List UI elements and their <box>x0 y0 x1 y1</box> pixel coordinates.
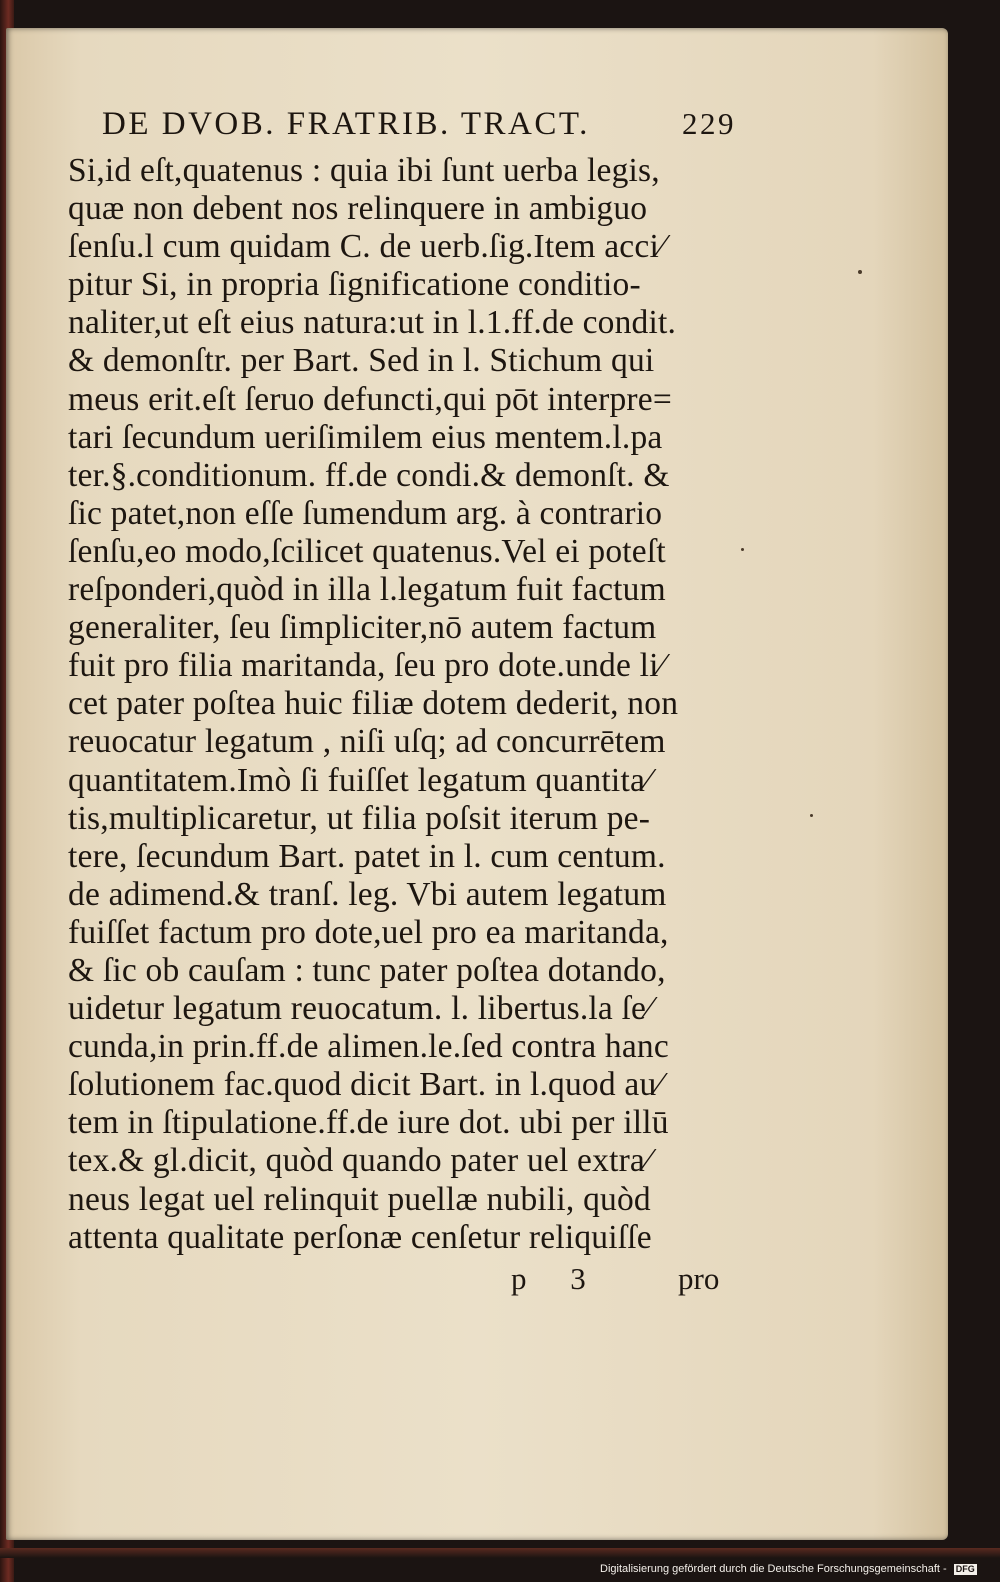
text-line: attenta qualitate perſonæ cenſetur reliquiſſe <box>68 1218 652 1256</box>
text-line: tari ſecundum ueriſimilem eius mentem.l.pa <box>68 418 663 456</box>
text-line: de adimend.& tranſ. leg. Vbi autem legatum <box>68 875 667 913</box>
page-text-block <box>68 106 748 1301</box>
digitization-credit <box>600 1563 980 1579</box>
text-line: tis,multiplicaretur, ut filia poſsit iterum pe- <box>68 799 651 837</box>
text-line: ſenſu.l cum quidam C. de uerb.ſig.Item acci⁄ <box>68 228 665 266</box>
page-number: 229 <box>682 106 736 141</box>
text-line: ſic patet,non eſſe ſumendum arg. à contrario <box>68 494 663 532</box>
text-line: generaliter, ſeu ſimpliciter,nō autem factum <box>68 609 657 647</box>
text-line: cunda,in prin.ff.de alimen.le.ſed contra hanc <box>68 1028 669 1066</box>
page-bottom-edge <box>0 1548 1000 1558</box>
text-line: ter.§.conditionum. ff.de condi.& demonſt. & <box>68 456 670 494</box>
text-line: reuocatur legatum , niſi uſq; ad concurrētem <box>68 723 666 761</box>
body-text <box>68 152 748 1257</box>
catchword: pro <box>678 1260 720 1296</box>
page-footer <box>68 1261 748 1301</box>
text-line: quæ non debent nos relinquere in ambiguo <box>68 190 648 228</box>
running-title: DE DVOB. FRATRIB. TRACT. <box>102 106 590 142</box>
text-line: neus legat uel relinquit puellæ nubili, quòd <box>68 1180 651 1218</box>
text-line: & ſic ob cauſam : tunc pater poſtea dotando, <box>68 951 666 989</box>
credit-text: Digitalisierung gefördert durch die Deutsche Forschungsgemeinschaft - <box>600 1563 947 1575</box>
text-line: quantitatem.Imò ſi fuiſſet legatum quantita⁄ <box>68 761 651 799</box>
page-header <box>68 106 748 146</box>
text-line: uidetur legatum reuocatum. l. libertus.la ſe⁄ <box>68 990 652 1028</box>
text-line: pitur Si, in propria ſignificatione conditio- <box>68 266 641 304</box>
paper-speck <box>810 814 813 817</box>
text-line: meus erit.eſt ſeruo defuncti,qui pōt interpre= <box>68 380 672 418</box>
signature-mark: p 3 <box>511 1260 604 1296</box>
text-line: ſenſu,eo modo,ſcilicet quatenus.Vel ei poteſt <box>68 532 666 570</box>
dfg-logo-icon: DFG <box>955 1564 975 1574</box>
text-line: reſponderi,quòd in illa l.legatum fuit factum <box>68 571 666 609</box>
text-line: fuiſſet factum pro dote,uel pro ea maritanda, <box>68 913 669 951</box>
text-line: cet pater poſtea huic filiæ dotem dederit, non <box>68 685 679 723</box>
text-line: fuit pro filia maritanda, ſeu pro dote.unde li⁄ <box>68 647 665 685</box>
text-line: naliter,ut eſt eius natura:ut in l.1.ff.de condit. <box>68 304 677 342</box>
text-line: Si,id eſt,quatenus : quia ibi ſunt uerba legis, <box>68 152 660 189</box>
paper-speck <box>858 270 862 274</box>
text-line: tere, ſecundum Bart. patet in l. cum centum. <box>68 837 666 875</box>
text-line: tex.& gl.dicit, quòd quando pater uel extra⁄ <box>68 1142 651 1180</box>
text-line: & demonſtr. per Bart. Sed in l. Stichum qui <box>68 342 655 380</box>
text-line: ſolutionem fac.quod dicit Bart. in l.quod au⁄ <box>68 1066 663 1104</box>
text-line: tem in ſtipulatione.ff.de iure dot. ubi per illū <box>68 1104 669 1142</box>
